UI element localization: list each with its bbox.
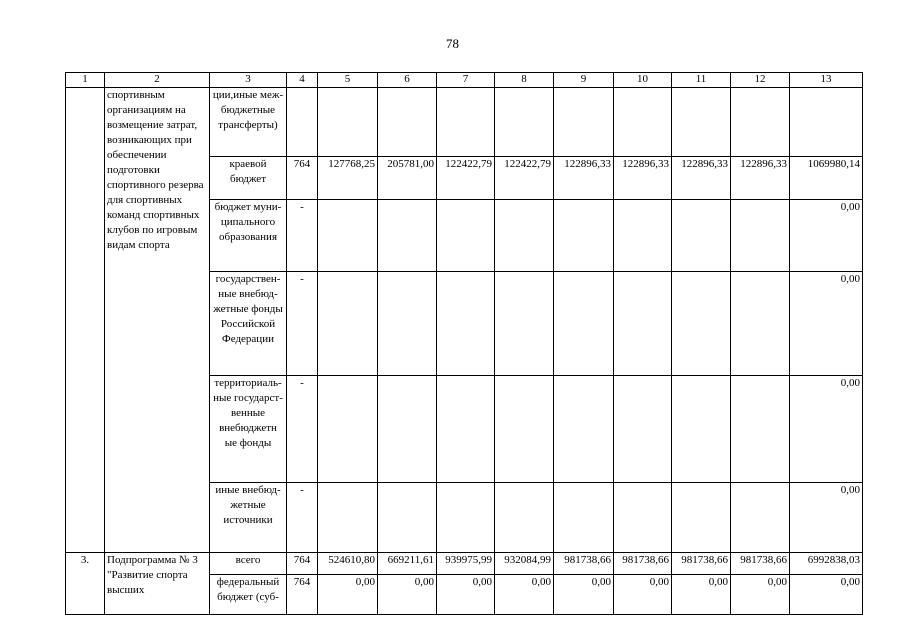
header-cell-5: 5	[318, 73, 378, 88]
value-cell-9: 0,00	[554, 575, 614, 615]
value-cell-5	[318, 376, 378, 483]
block1-number	[66, 88, 105, 553]
value-cell-12	[731, 483, 790, 553]
value-cell-8	[495, 376, 554, 483]
value-cell-7	[437, 200, 495, 272]
value-cell-13	[790, 88, 863, 157]
header-cell-9: 9	[554, 73, 614, 88]
value-cell-13: 0,00	[790, 272, 863, 376]
page-number: 78	[446, 36, 459, 51]
value-cell-10	[614, 376, 672, 483]
value-cell-6: 0,00	[378, 575, 437, 615]
value-cell-5	[318, 272, 378, 376]
header-cell-6: 6	[378, 73, 437, 88]
value-cell-11: 0,00	[672, 575, 731, 615]
value-cell-12	[731, 376, 790, 483]
value-cell-8	[495, 483, 554, 553]
value-cell-8	[495, 88, 554, 157]
code-cell	[287, 88, 318, 157]
table-row	[66, 553, 863, 575]
source-cell: краевой бюджет	[210, 157, 287, 200]
source-cell: бюджет муни-ципального образования	[210, 200, 287, 272]
value-cell-13: 0,00	[790, 200, 863, 272]
header-cell-7: 7	[437, 73, 495, 88]
value-cell-9	[554, 272, 614, 376]
header-cell-4: 4	[287, 73, 318, 88]
code-cell: -	[287, 272, 318, 376]
code-cell: 764	[287, 575, 318, 615]
value-cell-9	[554, 200, 614, 272]
value-cell-7: 122422,79	[437, 157, 495, 200]
value-cell-8	[495, 272, 554, 376]
header-cell-3: 3	[210, 73, 287, 88]
code-cell: -	[287, 376, 318, 483]
header-cell-8: 8	[495, 73, 554, 88]
value-cell-12	[731, 88, 790, 157]
value-cell-5: 0,00	[318, 575, 378, 615]
header-cell-1: 1	[66, 73, 105, 88]
value-cell-13: 0,00	[790, 483, 863, 553]
value-cell-5: 127768,25	[318, 157, 378, 200]
value-cell-7: 0,00	[437, 575, 495, 615]
value-cell-13: 1069980,14	[790, 157, 863, 200]
value-cell-7	[437, 272, 495, 376]
value-cell-9	[554, 483, 614, 553]
code-cell: -	[287, 483, 318, 553]
value-cell-12	[731, 272, 790, 376]
source-cell: федеральный бюджет (суб-	[210, 575, 287, 615]
header-cell-12: 12	[731, 73, 790, 88]
value-cell-10	[614, 88, 672, 157]
value-cell-8	[495, 200, 554, 272]
header-row	[66, 73, 863, 88]
value-cell-11	[672, 272, 731, 376]
value-cell-7	[437, 88, 495, 157]
source-cell: всего	[210, 553, 287, 575]
value-cell-13: 0,00	[790, 376, 863, 483]
value-cell-10: 122896,33	[614, 157, 672, 200]
header-cell-10: 10	[614, 73, 672, 88]
value-cell-9: 122896,33	[554, 157, 614, 200]
value-cell-12: 981738,66	[731, 553, 790, 575]
value-cell-12: 122896,33	[731, 157, 790, 200]
value-cell-5	[318, 200, 378, 272]
value-cell-6	[378, 200, 437, 272]
table-row	[66, 88, 863, 157]
header-cell-13: 13	[790, 73, 863, 88]
value-cell-9	[554, 88, 614, 157]
value-cell-7: 939975,99	[437, 553, 495, 575]
value-cell-8: 932084,99	[495, 553, 554, 575]
value-cell-8: 0,00	[495, 575, 554, 615]
value-cell-10: 981738,66	[614, 553, 672, 575]
value-cell-10: 0,00	[614, 575, 672, 615]
source-cell: ции,иные меж-бюджетные трансферты)	[210, 88, 287, 157]
value-cell-5	[318, 88, 378, 157]
value-cell-13: 6992838,03	[790, 553, 863, 575]
code-cell: -	[287, 200, 318, 272]
value-cell-6	[378, 376, 437, 483]
value-cell-10	[614, 483, 672, 553]
value-cell-8: 122422,79	[495, 157, 554, 200]
header-cell-11: 11	[672, 73, 731, 88]
value-cell-12	[731, 200, 790, 272]
value-cell-11: 981738,66	[672, 553, 731, 575]
value-cell-13: 0,00	[790, 575, 863, 615]
value-cell-11	[672, 200, 731, 272]
value-cell-9	[554, 376, 614, 483]
value-cell-10	[614, 272, 672, 376]
value-cell-11	[672, 376, 731, 483]
value-cell-7	[437, 376, 495, 483]
value-cell-6	[378, 272, 437, 376]
header-cell-2: 2	[105, 73, 210, 88]
value-cell-5: 524610,80	[318, 553, 378, 575]
value-cell-6: 205781,00	[378, 157, 437, 200]
value-cell-6: 669211,61	[378, 553, 437, 575]
value-cell-7	[437, 483, 495, 553]
value-cell-11	[672, 483, 731, 553]
value-cell-11: 122896,33	[672, 157, 731, 200]
source-cell: государствен-ные внебюд-жетные фонды Российской Федерации	[210, 272, 287, 376]
source-cell: иные внебюд-жетные источники	[210, 483, 287, 553]
code-cell: 764	[287, 553, 318, 575]
value-cell-9: 981738,66	[554, 553, 614, 575]
value-cell-10	[614, 200, 672, 272]
block1-name: спортивным организациям на возмещение затрат, возникающих при обеспечении подготовки спортивного резерва для спортивных команд спортивных клубов по игровым видам спорта	[105, 88, 210, 553]
block2-number: 3.	[66, 553, 105, 615]
source-cell: территориаль-ные государст-венные внебюджетн ые фонды	[210, 376, 287, 483]
value-cell-6	[378, 483, 437, 553]
block2-name: Подпрограмма № 3 "Развитие спорта высших	[105, 553, 210, 615]
value-cell-5	[318, 483, 378, 553]
budget-table	[65, 72, 863, 615]
value-cell-6	[378, 88, 437, 157]
code-cell: 764	[287, 157, 318, 200]
value-cell-12: 0,00	[731, 575, 790, 615]
value-cell-11	[672, 88, 731, 157]
